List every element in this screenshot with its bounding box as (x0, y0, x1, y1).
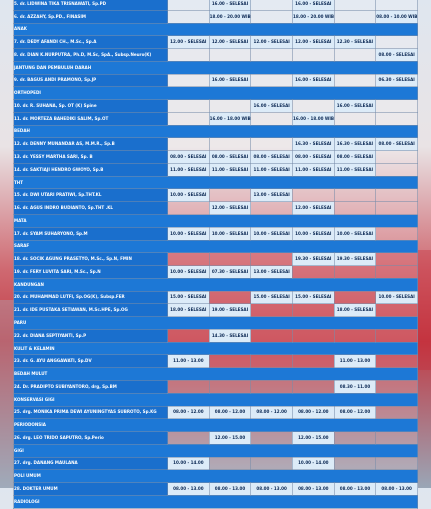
schedule-cell (251, 10, 293, 23)
schedule-cell: 18.00 - 20.00 WIB (292, 10, 334, 23)
schedule-cell (209, 457, 251, 470)
schedule-cell (168, 432, 210, 445)
schedule-cell: 12.00 - SELESAI (209, 36, 251, 49)
doctor-row (14, 138, 418, 151)
schedule-cell: 11.00 - SELESAI (251, 163, 293, 176)
schedule-cell (251, 380, 293, 393)
schedule-cell: 12.30 - SELESAI (334, 36, 376, 49)
schedule-cell (168, 202, 210, 215)
doctor-row (14, 10, 418, 23)
department-header (14, 419, 418, 432)
schedule-cell: 19.00 - SELESAI (209, 304, 251, 317)
schedule-cell: 08.00 - 13.00 (292, 483, 334, 496)
schedule-cell (292, 304, 334, 317)
doctor-row (14, 266, 418, 279)
schedule-cell: 07.30 - SELESAI (209, 266, 251, 279)
department-header (14, 87, 418, 100)
schedule-cell: 18.00 - SELESAI (334, 304, 376, 317)
schedule-cell: 16.00 - 18.00 WIB (292, 112, 334, 125)
schedule-cell (251, 355, 293, 368)
doctor-schedule-table (13, 0, 418, 509)
department-name: POLI UMUM (14, 470, 418, 483)
schedule-cell: 10.00 - 14.00 (168, 457, 210, 470)
doctor-name: 16. dr. AGUS INDRO BUDIANTO, Sp.THT .KL (14, 202, 168, 215)
schedule-cell (376, 432, 418, 445)
department-name: RADIOLOGI (14, 495, 418, 508)
schedule-cell (334, 329, 376, 342)
schedule-cell (209, 100, 251, 113)
schedule-cell (376, 253, 418, 266)
schedule-cell: 14.30 - SELESAI (209, 329, 251, 342)
schedule-cell (376, 227, 418, 240)
schedule-cell: 06.30 - SELESAI (376, 74, 418, 87)
doctor-name: 26. drg. LEO TRIDO SAPUTRO, Sp.Perio (14, 432, 168, 445)
doctor-name: 10. dr. R. SUHANA, Sp. OT (K) Spine (14, 100, 168, 113)
doctor-name: 15. dr. DWI UTARI PRATIWI, Sp.THT.KL (14, 189, 168, 202)
schedule-cell (168, 253, 210, 266)
schedule-cell (376, 100, 418, 113)
doctor-row (14, 49, 418, 62)
schedule-cell: 08.00 - 12.00 (292, 406, 334, 419)
doctor-name: 19. dr. FERY LUVITA SARI, M.Sc., Sp.N (14, 266, 168, 279)
schedule-cell: 08.00 - 12.00 (251, 406, 293, 419)
schedule-cell: 08.00 - SELESAI (292, 151, 334, 164)
department-header (14, 495, 418, 508)
schedule-cell (376, 380, 418, 393)
department-name: KANDUNGAN (14, 278, 418, 291)
doctor-row (14, 457, 418, 470)
department-name: BEDAH MULUT (14, 368, 418, 381)
schedule-cell (292, 355, 334, 368)
schedule-cell (334, 189, 376, 202)
schedule-cell (376, 163, 418, 176)
schedule-cell: 19.30 - SELESAI (292, 253, 334, 266)
schedule-cell (334, 457, 376, 470)
department-header (14, 368, 418, 381)
schedule-cell (334, 0, 376, 10)
schedule-cell: 08.00 - 13.00 (168, 483, 210, 496)
doctor-name: 28. DOKTER UMUM (14, 483, 168, 496)
doctor-row (14, 74, 418, 87)
doctor-name: 23. dr. G. AYU ANGGAWATI, Sp.DV (14, 355, 168, 368)
doctor-row (14, 189, 418, 202)
schedule-cell (376, 189, 418, 202)
schedule-cell: 10.00 - SELESAI (168, 189, 210, 202)
department-name: KONSERVASI GIGI (14, 393, 418, 406)
schedule-cell: 08.00 - SELESAI (334, 151, 376, 164)
schedule-cell: 12.00 - SELESAI (168, 36, 210, 49)
schedule-cell: 19.30 - SELESAI (334, 253, 376, 266)
doctor-row (14, 355, 418, 368)
schedule-cell (376, 355, 418, 368)
schedule-cell: 16.00 - SELESAI (251, 100, 293, 113)
schedule-cell: 10.00 - SELESAI (168, 227, 210, 240)
department-header (14, 278, 418, 291)
department-name: BEDAH (14, 125, 418, 138)
schedule-cell (292, 49, 334, 62)
schedule-cell (376, 406, 418, 419)
doctor-row (14, 151, 418, 164)
department-name: PERIODONSIA (14, 419, 418, 432)
schedule-cell (376, 457, 418, 470)
schedule-cell: 10.00 - SELESAI (376, 291, 418, 304)
schedule-cell: 13.00 - SELESAI (251, 266, 293, 279)
schedule-cell: 12.00 - 15.00 (209, 432, 251, 445)
department-name: MATA (14, 215, 418, 228)
schedule-cell (251, 329, 293, 342)
schedule-cell (251, 202, 293, 215)
department-name: ORTHOPEDI (14, 87, 418, 100)
schedule-cell (168, 10, 210, 23)
department-header (14, 176, 418, 189)
schedule-cell (376, 329, 418, 342)
schedule-cell: 18.00 - 20.00 WIB (209, 10, 251, 23)
schedule-cell: 15.00 - SELESAI (292, 291, 334, 304)
department-header (14, 125, 418, 138)
doctor-name: 22. dr. DIANA SEPTIYANTI, Sp.P (14, 329, 168, 342)
department-name: KULIT & KELAMIN (14, 342, 418, 355)
doctor-name: 7. dr. DEDY AFANDI CH., M.Sc., Sp.A (14, 36, 168, 49)
schedule-cell: 12.00 - 15.00 (292, 432, 334, 445)
doctor-name: 18. dr. SOCIK AGUNG PRASETYO, M.Sc., Sp.N, FMIN (14, 253, 168, 266)
schedule-cell (292, 329, 334, 342)
doctor-row (14, 304, 418, 317)
doctor-row (14, 380, 418, 393)
schedule-cell (209, 355, 251, 368)
schedule-cell: 16.00 - SELESAI (292, 74, 334, 87)
schedule-cell (168, 74, 210, 87)
doctor-name: 20. dr. MUHAMMAD LUTFI, Sp.OG(K), Subsp.FER (14, 291, 168, 304)
schedule-cell (376, 0, 418, 10)
schedule-cell (292, 100, 334, 113)
doctor-row (14, 483, 418, 496)
schedule-cell (334, 202, 376, 215)
department-name: SARAF (14, 240, 418, 253)
schedule-cell (334, 74, 376, 87)
doctor-row (14, 202, 418, 215)
department-header (14, 470, 418, 483)
doctor-name: 24. Dr. PRADIPTO SUBIYANTORO, drg, Sp.BM (14, 380, 168, 393)
schedule-cell (251, 49, 293, 62)
schedule-cell: 11.00 - 13.00 (168, 355, 210, 368)
doctor-row (14, 36, 418, 49)
doctor-row (14, 100, 418, 113)
department-header (14, 215, 418, 228)
schedule-cell: 13.00 - SELESAI (251, 189, 293, 202)
schedule-cell (251, 432, 293, 445)
schedule-cell: 12.00 - SELESAI (292, 202, 334, 215)
schedule-cell (168, 49, 210, 62)
schedule-cell: 12.00 - SELESAI (209, 202, 251, 215)
schedule-cell (292, 380, 334, 393)
department-name: GIGI (14, 444, 418, 457)
schedule-cell: 12.00 - SELESAI (251, 36, 293, 49)
schedule-cell: 16.00 - 18.00 WIB (209, 112, 251, 125)
doctor-name: 11. dr. MORTEZA BAHEDIKI SALIM, Sp.OT (14, 112, 168, 125)
doctor-row (14, 163, 418, 176)
schedule-cell: 08.00 - SELESAI (168, 151, 210, 164)
schedule-cell (334, 432, 376, 445)
doctor-row (14, 291, 418, 304)
schedule-cell: 08.00 - SELESAI (376, 138, 418, 151)
doctor-row (14, 406, 418, 419)
schedule-cell: 08.00 - 12.00 (168, 406, 210, 419)
department-header (14, 317, 418, 330)
schedule-cell: 10.00 - SELESAI (292, 227, 334, 240)
schedule-cell (292, 189, 334, 202)
schedule-cell: 16.30 - SELESAI (292, 138, 334, 151)
doctor-name: 21. dr. IDE PUSTAKA SETIAWAN, M.Sc.HPE, Sp.OG (14, 304, 168, 317)
doctor-name: 12. dr. DENNY MUNANDAR AS, M.M.R., Sp.B (14, 138, 168, 151)
department-header (14, 444, 418, 457)
schedule-cell (376, 304, 418, 317)
schedule-cell: 08.00 - 13.00 (376, 483, 418, 496)
schedule-cell: 16.00 - SELESAI (209, 0, 251, 10)
schedule-cell: 08.30 - 11.00 (334, 380, 376, 393)
doctor-name: 13. dr. YESSY MARTHA SARI, Sp. B (14, 151, 168, 164)
doctor-row (14, 112, 418, 125)
doctor-row (14, 329, 418, 342)
schedule-cell (168, 138, 210, 151)
schedule-cell: 11.00 - 13.00 (334, 355, 376, 368)
schedule-cell (251, 138, 293, 151)
schedule-cell: 10.00 - SELESAI (251, 227, 293, 240)
department-header (14, 240, 418, 253)
schedule-cell: 11.00 - SELESAI (292, 163, 334, 176)
department-header (14, 342, 418, 355)
schedule-cell: 10.00 - SELESAI (334, 227, 376, 240)
schedule-cell (168, 100, 210, 113)
schedule-cell (251, 74, 293, 87)
schedule-cell (168, 329, 210, 342)
schedule-cell: 11.00 - SELESAI (209, 163, 251, 176)
schedule-cell: 16.30 - SELESAI (334, 138, 376, 151)
doctor-name: 6. dr. AZZAHY, Sp.PD., FINASIM (14, 10, 168, 23)
schedule-cell: 18.00 - SELESAI (168, 304, 210, 317)
schedule-cell (376, 36, 418, 49)
schedule-cell: 08.00 - SELESAI (376, 49, 418, 62)
schedule-cell (209, 291, 251, 304)
schedule-cell (168, 0, 210, 10)
schedule-cell: 08.00 - SELESAI (251, 151, 293, 164)
schedule-cell: 10.00 - SELESAI (209, 227, 251, 240)
schedule-cell: 12.00 - SELESAI (292, 36, 334, 49)
schedule-cell (334, 10, 376, 23)
schedule-cell: 10.00 - SELESAI (168, 266, 210, 279)
schedule-cell: 08.00 - 13.00 (334, 483, 376, 496)
doctor-name: 5. dr. LIDWINA TIKA TRISNAWATI, Sp.PD (14, 0, 168, 10)
schedule-cell: 11.00 - SELESAI (334, 163, 376, 176)
schedule-cell: 16.00 - SELESAI (292, 0, 334, 10)
schedule-cell (251, 0, 293, 10)
schedule-cell: 08.00 - 12.00 (334, 406, 376, 419)
doctor-row (14, 432, 418, 445)
schedule-cell (209, 253, 251, 266)
schedule-cell (376, 151, 418, 164)
schedule-cell: 08.00 - SELESAI (209, 151, 251, 164)
schedule-cell: 15.00 - SELESAI (251, 291, 293, 304)
schedule-cell (334, 291, 376, 304)
schedule-cell (168, 112, 210, 125)
doctor-row (14, 227, 418, 240)
department-header (14, 393, 418, 406)
schedule-cell: 16.00 - SELESAI (334, 100, 376, 113)
department-name: ANAK (14, 23, 418, 36)
schedule-cell (334, 49, 376, 62)
department-name: PARU (14, 317, 418, 330)
department-name: JANTUNG DAN PEMBULUH DARAH (14, 61, 418, 74)
schedule-cell (251, 457, 293, 470)
doctor-name: 8. dr. DIAN K.NURPUTRA, Ph.D, M.Sc, SpA., Subsp.Neuro(K) (14, 49, 168, 62)
schedule-cell (251, 304, 293, 317)
department-header (14, 61, 418, 74)
schedule-cell: 08.00 - 10.00 WIB (376, 10, 418, 23)
schedule-cell: 15.00 - SELESAI (168, 291, 210, 304)
schedule-cell: 08.00 - 13.00 (251, 483, 293, 496)
schedule-cell: 10.00 - 14.00 (292, 457, 334, 470)
doctor-name: 14. dr. SAKTIAJI HENDRO GWOYO, Sp.B (14, 163, 168, 176)
doctor-row (14, 253, 418, 266)
doctor-name: 27. drg. DANANG MAULANA (14, 457, 168, 470)
schedule-cell (209, 49, 251, 62)
schedule-cell (376, 112, 418, 125)
schedule-cell (168, 380, 210, 393)
schedule-cell (251, 112, 293, 125)
doctor-row (14, 0, 418, 10)
schedule-cell (376, 266, 418, 279)
doctor-name: 25. drg. MONIKA PRIMA DEWI AYUNINGTYAS SUBROTO, Sp.KG (14, 406, 168, 419)
schedule-cell: 08.00 - 13.00 (209, 483, 251, 496)
schedule-cell (209, 138, 251, 151)
schedule-cell (376, 202, 418, 215)
schedule-cell (334, 112, 376, 125)
schedule-cell (251, 253, 293, 266)
schedule-cell: 16.00 - SELESAI (209, 74, 251, 87)
schedule-cell (209, 189, 251, 202)
doctor-name: 9. dr. BAGUS ANDI PRAMONO, Sp.JP (14, 74, 168, 87)
schedule-cell (209, 380, 251, 393)
schedule-cell (334, 266, 376, 279)
schedule-cell: 08.00 - 12.00 (209, 406, 251, 419)
schedule-cell: 11.00 - SELESAI (168, 163, 210, 176)
department-header (14, 23, 418, 36)
schedule-cell (292, 266, 334, 279)
doctor-name: 17. dr. SYAM SUHARYONO, Sp.M (14, 227, 168, 240)
department-name: THT (14, 176, 418, 189)
